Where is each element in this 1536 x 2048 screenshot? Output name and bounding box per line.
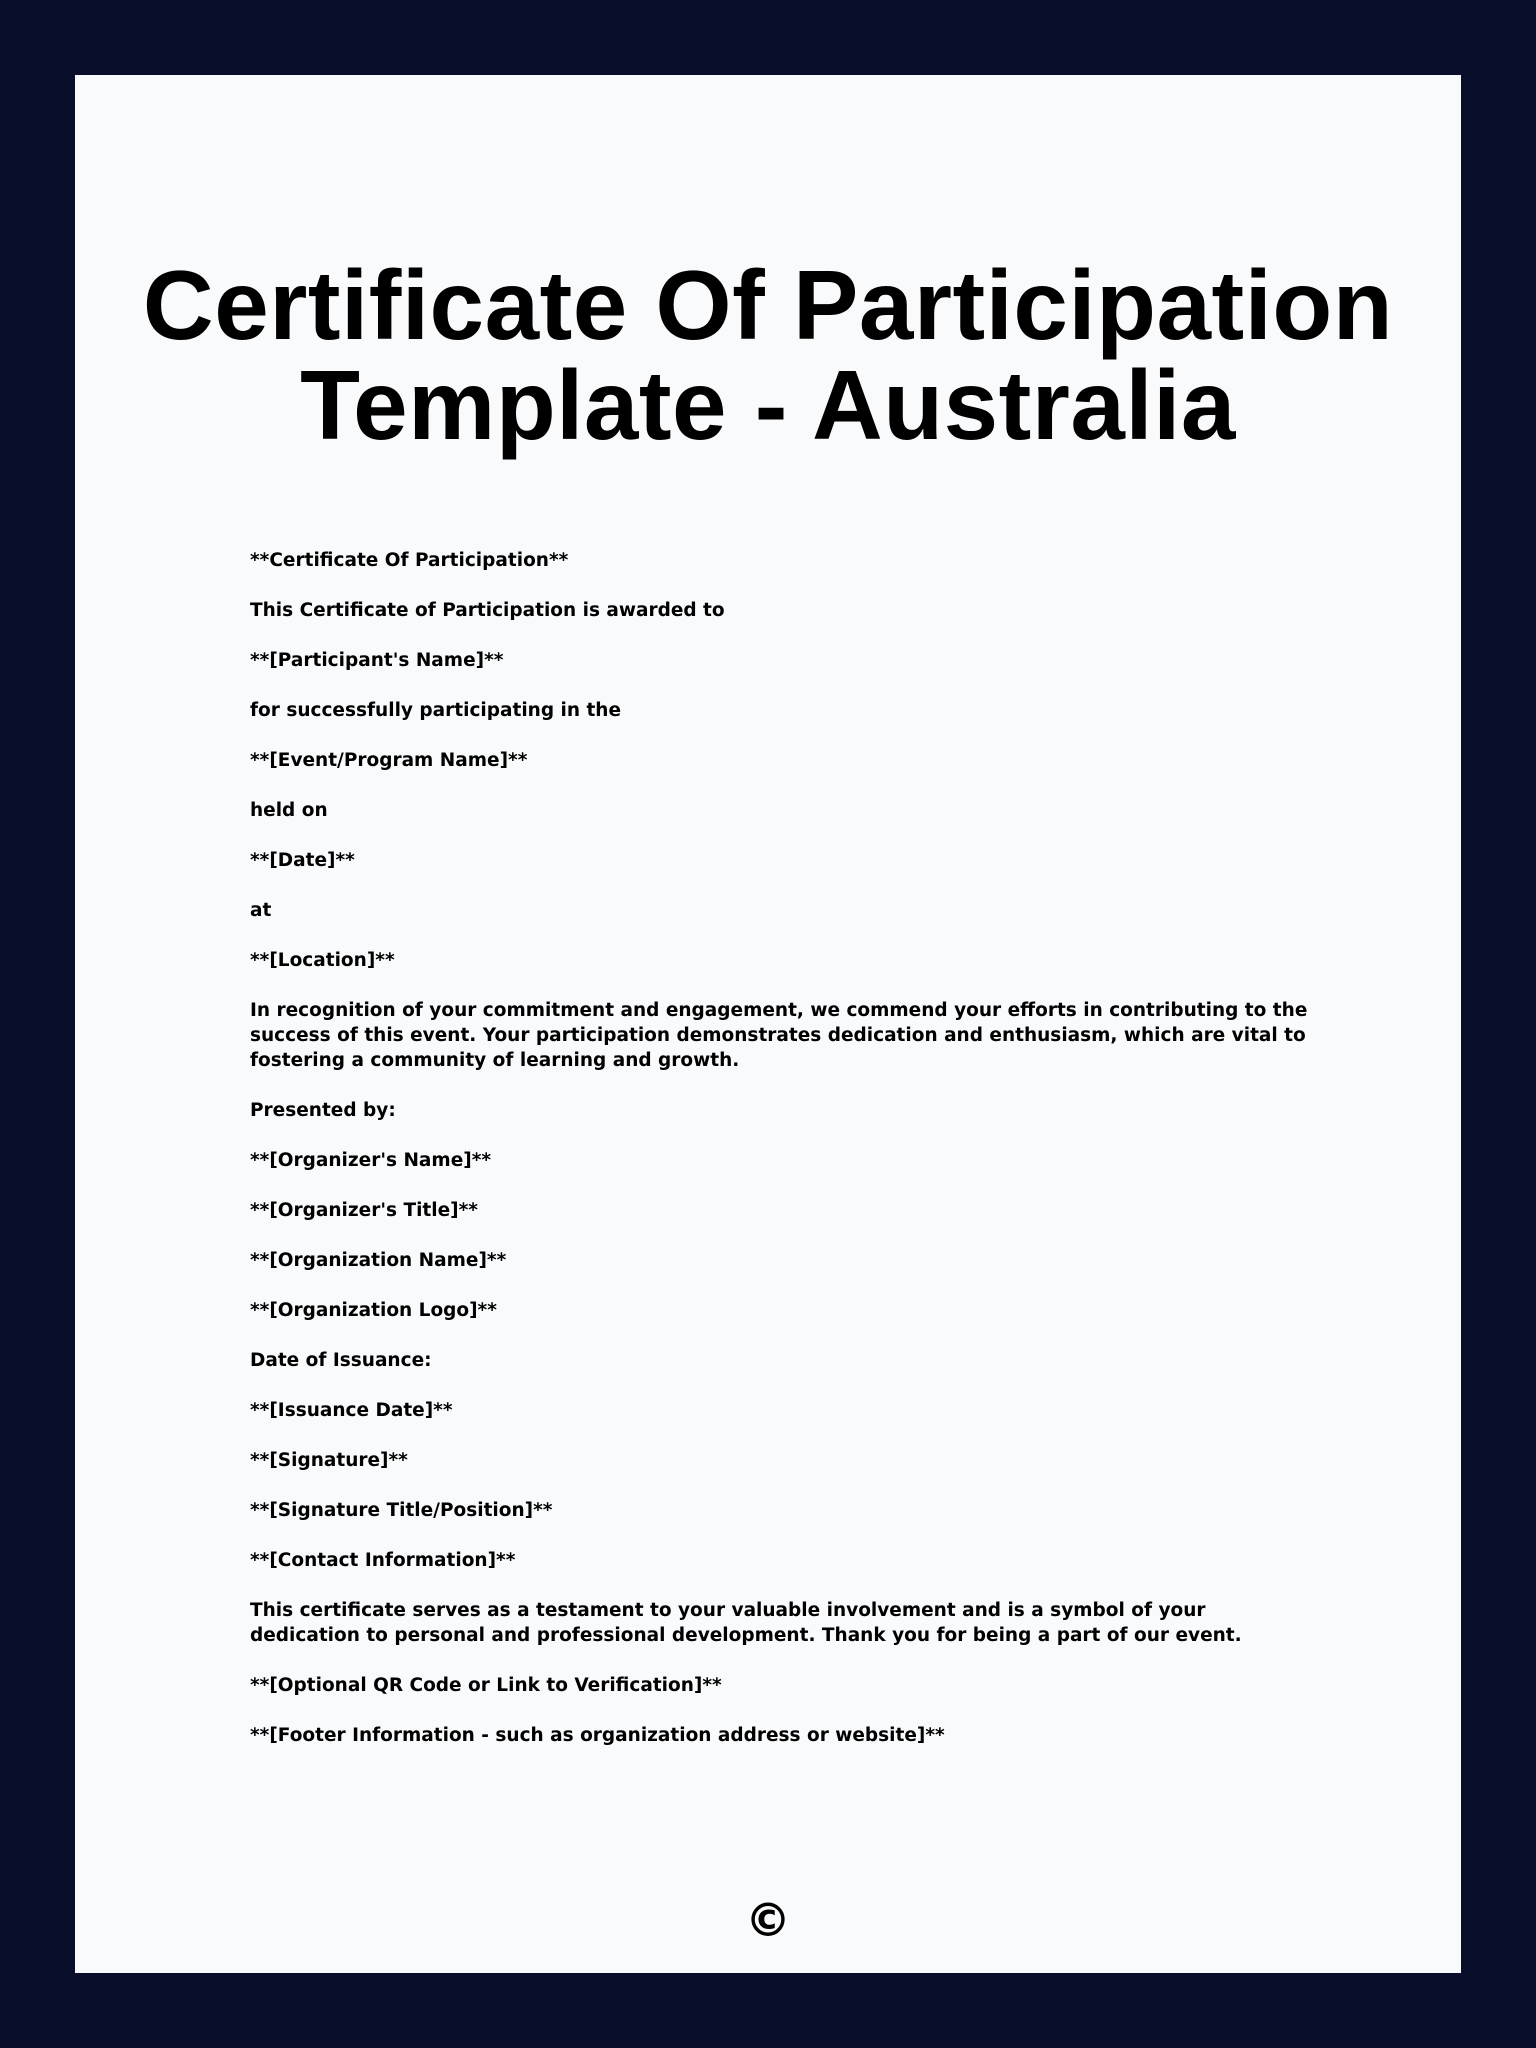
issuance-date-placeholder: **[Issuance Date]** [250,1400,453,1421]
participating-text: for successfully participating in the [250,700,622,721]
document-body [250,548,1314,1773]
participant-name-placeholder: **[Participant's Name]** [250,650,504,671]
recognition-paragraph: In recognition of your commitment and engagement, we commend your efforts in contributing to the success of this event. Your participation demonstrates dedication and enthusiasm, which are vital to fostering a community of learning and growth. [250,1000,1314,1071]
organization-logo-placeholder: **[Organization Logo]** [250,1300,497,1321]
contact-info-placeholder: **[Contact Information]** [250,1550,516,1571]
organizer-title-placeholder: **[Organizer's Title]** [250,1200,478,1221]
held-on-text: held on [250,800,328,821]
location-placeholder: **[Location]** [250,950,395,971]
document-page [75,75,1461,1973]
signature-title-placeholder: **[Signature Title/Position]** [250,1500,553,1521]
organizer-name-placeholder: **[Organizer's Name]** [250,1150,492,1171]
organization-name-placeholder: **[Organization Name]** [250,1250,507,1271]
document-title [75,250,1461,460]
closing-paragraph: This certificate serves as a testament to your valuable involvement and is a symbol of your dedication to personal and professional development. Thank you for being a part of our event. [250,1600,1242,1646]
issuance-date-label: Date of Issuance: [250,1350,432,1371]
presented-by-label: Presented by: [250,1100,396,1121]
title-line-2: Template - Australia [300,350,1236,460]
copyright-icon: © [745,1893,791,1947]
footer-info-placeholder: **[Footer Information - such as organization address or website]** [250,1725,945,1746]
awarded-to-text: This Certificate of Participation is awarded to [250,600,725,621]
signature-placeholder: **[Signature]** [250,1450,408,1471]
qr-code-placeholder: **[Optional QR Code or Link to Verification]** [250,1675,722,1696]
date-placeholder: **[Date]** [250,850,355,871]
heading-certificate: **Certificate Of Participation** [250,550,569,571]
event-name-placeholder: **[Event/Program Name]** [250,750,528,771]
at-text: at [250,900,272,921]
title-line-1: Certificate Of Participation [142,250,1394,360]
